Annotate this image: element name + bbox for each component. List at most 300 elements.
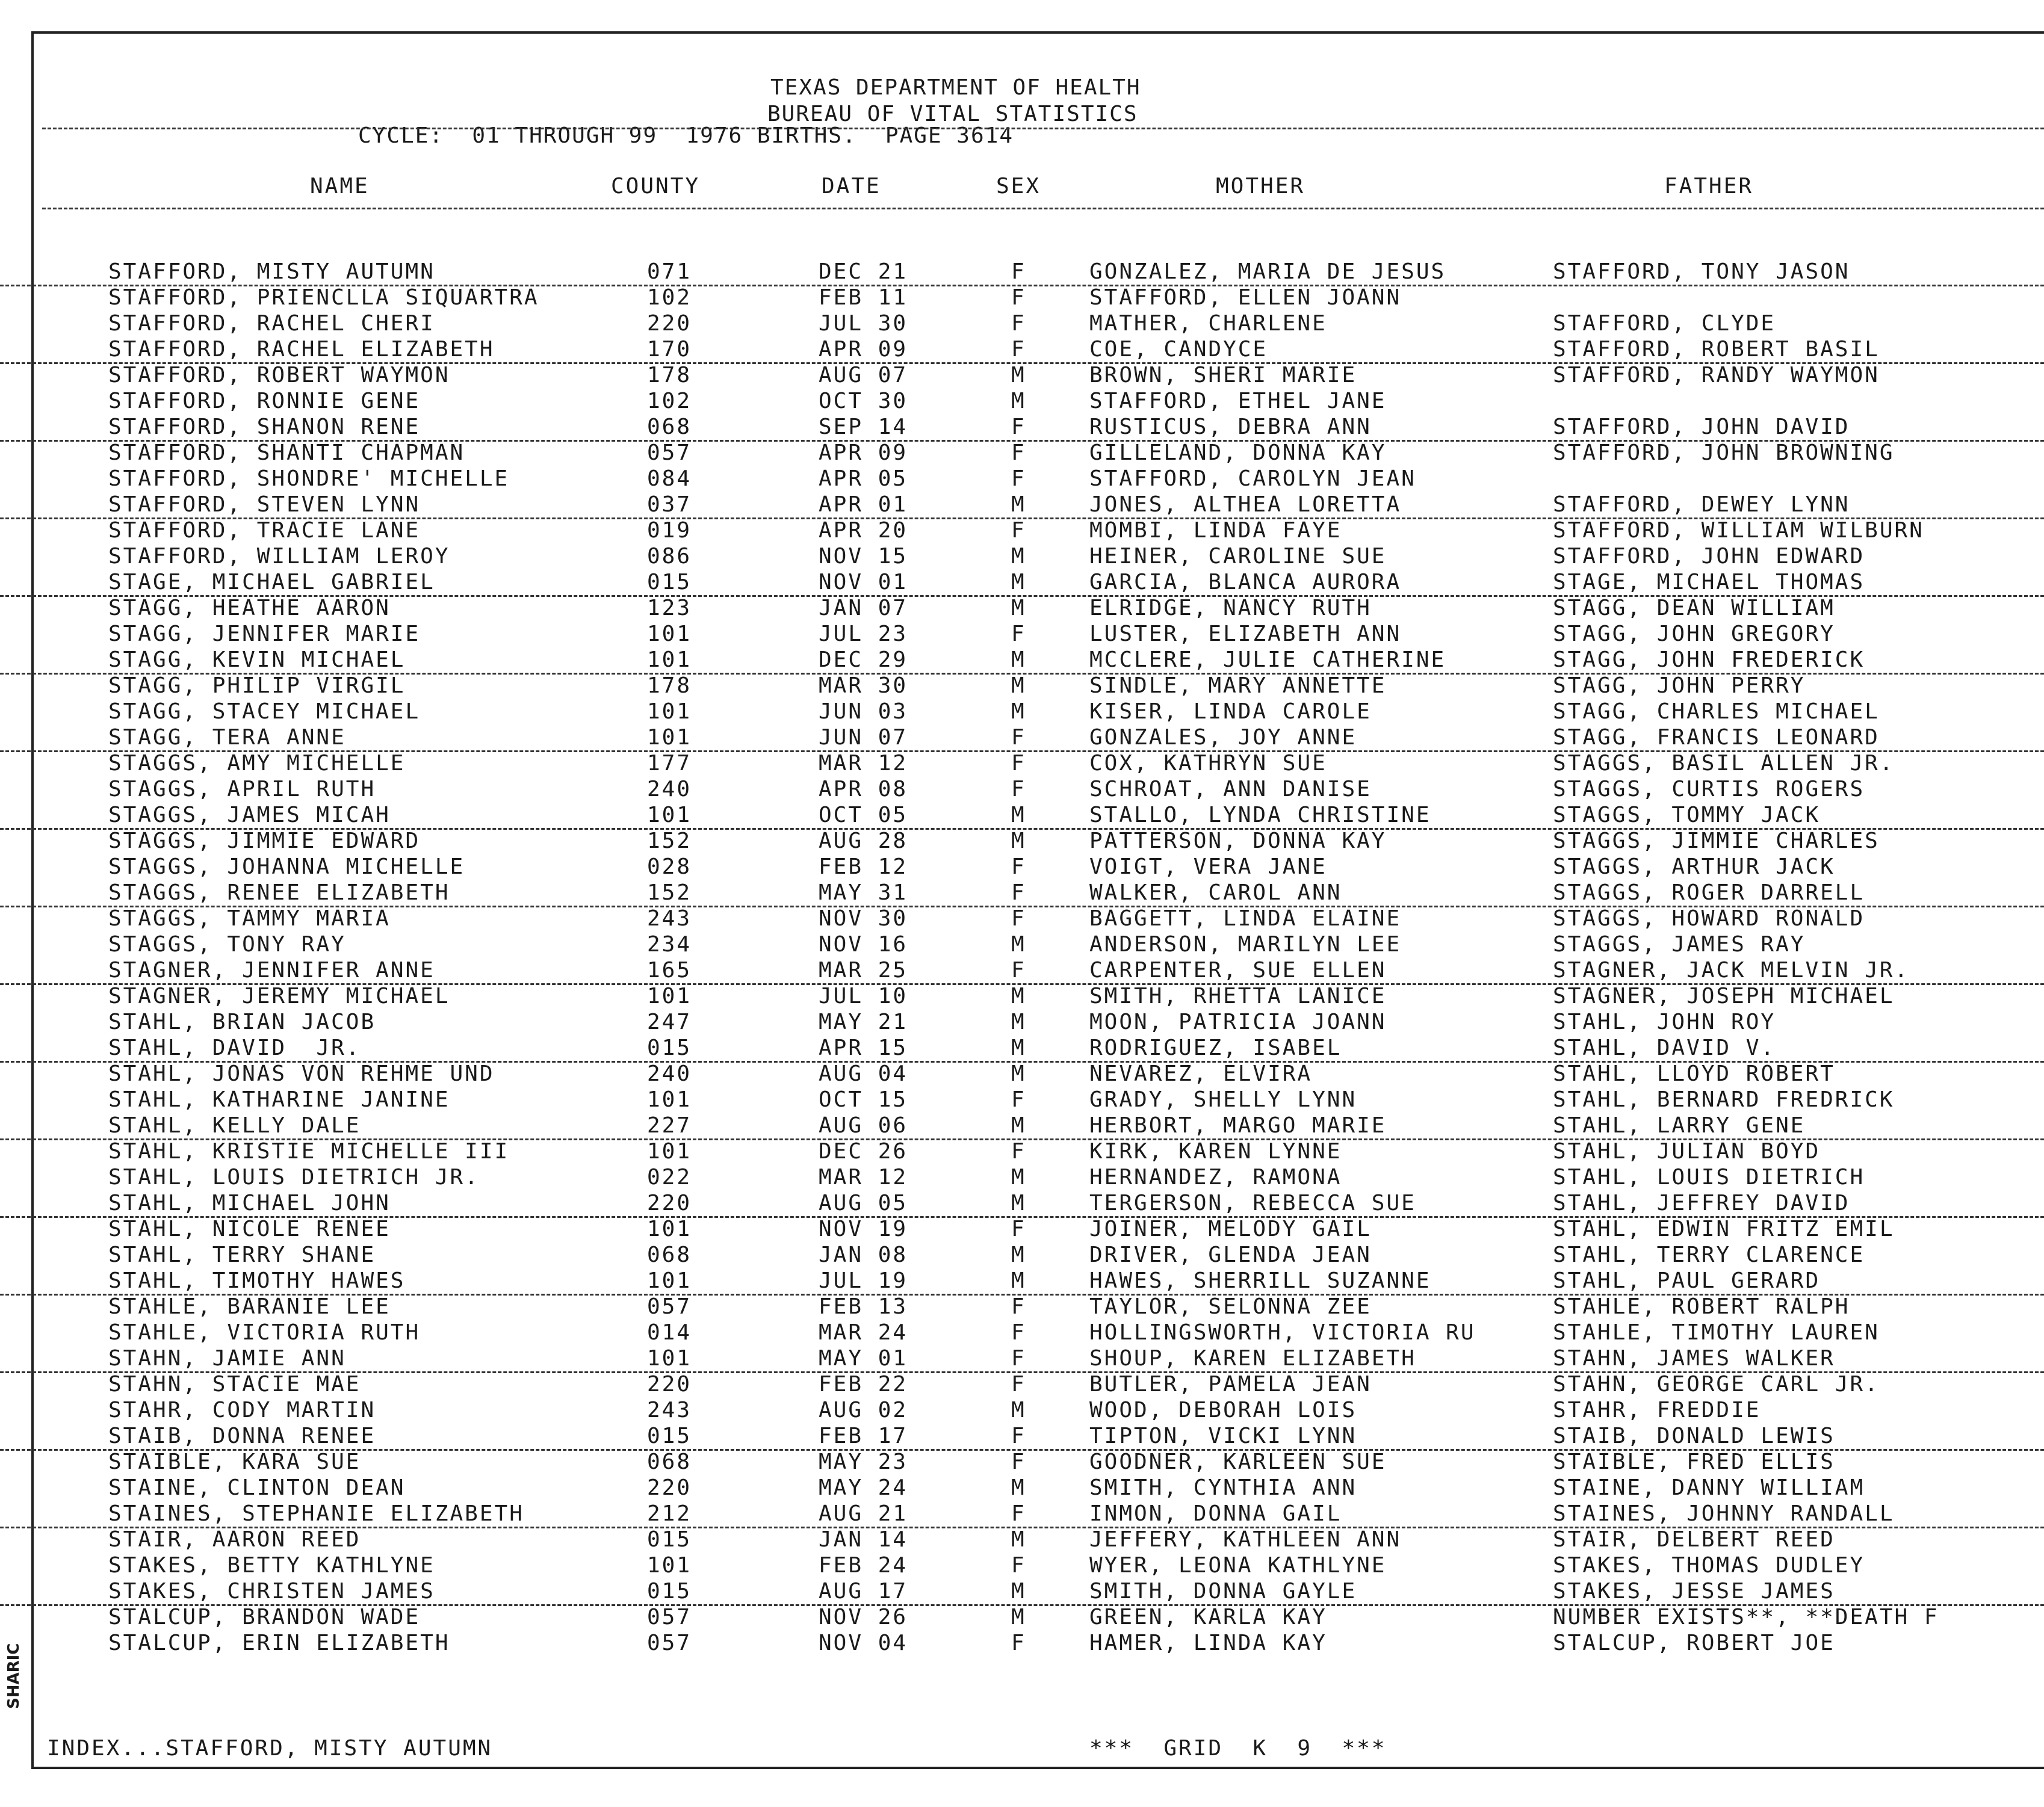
record-name: STAKES, CHRISTEN JAMES <box>108 1579 435 1604</box>
record-father: STAGGS, JAMES RAY <box>1553 932 1806 957</box>
table-row <box>0 1216 2044 1242</box>
record-mother: RUSTICUS, DEBRA ANN <box>1089 415 1372 439</box>
record-date: FEB 12 <box>819 854 908 879</box>
record-sex: M <box>1011 1527 1026 1552</box>
record-sex: F <box>1011 906 1026 931</box>
record-name: STAFFORD, PRIENCLLA SIQUARTRA <box>108 285 539 310</box>
record-sex: M <box>1011 1605 1026 1629</box>
record-mother: KISER, LINDA CAROLE <box>1089 699 1372 724</box>
record-name: STAHL, DAVID JR. <box>108 1036 361 1060</box>
record-sex: M <box>1011 1191 1026 1215</box>
record-date: MAY 24 <box>819 1475 908 1500</box>
record-sex: F <box>1011 958 1026 983</box>
table-row <box>0 828 2044 854</box>
table-row <box>0 1527 2044 1552</box>
record-father: STAGNER, JOSEPH MICHAEL <box>1553 984 1895 1009</box>
table-row <box>0 388 2044 414</box>
record-county: 178 <box>647 673 692 698</box>
side-label: SHARIC <box>5 1643 23 1709</box>
record-date: AUG 21 <box>819 1501 908 1526</box>
record-county: 101 <box>647 1087 692 1112</box>
record-sex: M <box>1011 1579 1026 1604</box>
record-name: STAGGS, JOHANNA MICHELLE <box>108 854 465 879</box>
record-father: STAHR, FREDDIE <box>1553 1398 1761 1422</box>
col-header-sex: SEX <box>996 174 1041 199</box>
record-sex: M <box>1011 932 1026 957</box>
table-row <box>0 621 2044 647</box>
record-date: APR 09 <box>819 440 908 465</box>
record-date: JAN 08 <box>819 1243 908 1267</box>
record-mother: BROWN, SHERI MARIE <box>1089 363 1357 388</box>
record-father: STAFFORD, WILLIAM WILBURN <box>1553 518 1924 543</box>
record-sex: M <box>1011 647 1026 672</box>
record-county: 022 <box>647 1165 692 1190</box>
table-row <box>0 1138 2044 1164</box>
table-row <box>0 1035 2044 1063</box>
record-name: STAGGS, APRIL RUTH <box>108 777 376 802</box>
record-name: STAFFORD, SHANTI CHAPMAN <box>108 440 465 465</box>
record-sex: M <box>1011 1243 1026 1267</box>
record-sex: M <box>1011 492 1026 517</box>
record-county: 057 <box>647 1605 692 1629</box>
cycle-line: CYCLE: 01 THROUGH 99 1976 BIRTHS. PAGE 3614 <box>358 123 1014 148</box>
record-county: 247 <box>647 1010 692 1034</box>
col-header-mother: MOTHER <box>1216 174 1305 199</box>
bureau-title: BUREAU OF VITAL STATISTICS <box>767 102 1138 126</box>
record-name: STAGG, KEVIN MICHAEL <box>108 647 406 672</box>
record-mother: ELRIDGE, NANCY RUTH <box>1089 596 1372 620</box>
table-row <box>0 647 2044 675</box>
record-mother: GILLELAND, DONNA KAY <box>1089 440 1387 465</box>
table-row <box>0 492 2044 519</box>
record-name: STAHLE, VICTORIA RUTH <box>108 1320 421 1345</box>
record-sex: F <box>1011 1553 1026 1578</box>
record-mother: STAFFORD, ELLEN JOANN <box>1089 285 1402 310</box>
record-date: NOV 19 <box>819 1217 908 1241</box>
record-sex: M <box>1011 1061 1026 1086</box>
record-father: STAKES, THOMAS DUDLEY <box>1553 1553 1865 1578</box>
record-county: 084 <box>647 466 692 491</box>
record-mother: RODRIGUEZ, ISABEL <box>1089 1036 1342 1060</box>
table-row <box>0 1552 2044 1578</box>
record-date: APR 05 <box>819 466 908 491</box>
record-date: AUG 06 <box>819 1113 908 1138</box>
record-father: STAFFORD, RANDY WAYMON <box>1553 363 1880 388</box>
record-name: STAFFORD, RACHEL CHERI <box>108 311 435 336</box>
record-mother: JEFFERY, KATHLEEN ANN <box>1089 1527 1402 1552</box>
record-date: APR 20 <box>819 518 908 543</box>
record-date: AUG 04 <box>819 1061 908 1086</box>
record-date: JUL 30 <box>819 311 908 336</box>
table-row <box>0 517 2044 543</box>
record-father: STAGGS, HOWARD RONALD <box>1553 906 1865 931</box>
record-date: NOV 15 <box>819 544 908 569</box>
table-row <box>0 931 2044 957</box>
record-father: STAHLE, ROBERT RALPH <box>1553 1294 1850 1319</box>
record-mother: COX, KATHRYN SUE <box>1089 751 1327 776</box>
record-mother: JONES, ALTHEA LORETTA <box>1089 492 1402 517</box>
record-date: APR 09 <box>819 337 908 362</box>
record-mother: HEINER, CAROLINE SUE <box>1089 544 1387 569</box>
record-name: STAKES, BETTY KATHLYNE <box>108 1553 435 1578</box>
record-name: STAGG, HEATHE AARON <box>108 596 391 620</box>
record-date: OCT 05 <box>819 803 908 827</box>
record-sex: M <box>1011 570 1026 595</box>
record-county: 102 <box>647 285 692 310</box>
record-name: STAGGS, TONY RAY <box>108 932 346 957</box>
record-sex: F <box>1011 1631 1026 1655</box>
record-father: STAHL, LOUIS DIETRICH <box>1553 1165 1865 1190</box>
record-county: 220 <box>647 1191 692 1215</box>
record-county: 240 <box>647 777 692 802</box>
record-sex: F <box>1011 518 1026 543</box>
record-name: STAFFORD, RONNIE GENE <box>108 389 421 413</box>
record-father: STAFFORD, ROBERT BASIL <box>1553 337 1880 362</box>
record-sex: F <box>1011 1320 1026 1345</box>
record-mother: HERBORT, MARGO MARIE <box>1089 1113 1387 1138</box>
record-sex: F <box>1011 1450 1026 1474</box>
record-name: STAHL, KELLY DALE <box>108 1113 361 1138</box>
record-name: STAGGS, RENEE ELIZABETH <box>108 880 450 905</box>
record-mother: GONZALEZ, MARIA DE JESUS <box>1089 259 1446 284</box>
table-row <box>0 1164 2044 1190</box>
record-sex: F <box>1011 725 1026 750</box>
record-mother: TERGERSON, REBECCA SUE <box>1089 1191 1416 1215</box>
table-row <box>0 1190 2044 1218</box>
record-sex: M <box>1011 389 1026 413</box>
record-county: 240 <box>647 1061 692 1086</box>
record-county: 243 <box>647 906 692 931</box>
record-date: MAR 25 <box>819 958 908 983</box>
record-father: STAIR, DELBERT REED <box>1553 1527 1835 1552</box>
record-name: STAFFORD, TRACIE LANE <box>108 518 421 543</box>
record-sex: M <box>1011 596 1026 620</box>
record-father: STAFFORD, DEWEY LYNN <box>1553 492 1850 517</box>
record-county: 220 <box>647 1372 692 1397</box>
record-sex: F <box>1011 466 1026 491</box>
record-mother: SMITH, DONNA GAYLE <box>1089 1579 1357 1604</box>
table-row <box>0 906 2044 931</box>
record-father: STAHL, JULIAN BOYD <box>1553 1139 1821 1164</box>
record-mother: PATTERSON, DONNA KAY <box>1089 829 1387 853</box>
col-header-name: NAME <box>310 174 370 199</box>
record-county: 177 <box>647 751 692 776</box>
record-father: STAHL, LLOYD ROBERT <box>1553 1061 1835 1086</box>
record-mother: DRIVER, GLENDA JEAN <box>1089 1243 1372 1267</box>
record-county: 165 <box>647 958 692 983</box>
table-row <box>0 880 2044 907</box>
table-row <box>0 983 2044 1009</box>
record-date: AUG 02 <box>819 1398 908 1422</box>
record-date: DEC 26 <box>819 1139 908 1164</box>
record-name: STAHLE, BARANIE LEE <box>108 1294 391 1319</box>
col-header-date: DATE <box>822 174 881 199</box>
record-sex: M <box>1011 363 1026 388</box>
record-sex: F <box>1011 1372 1026 1397</box>
record-date: NOV 04 <box>819 1631 908 1655</box>
record-county: 178 <box>647 363 692 388</box>
record-father: STAHL, BERNARD FREDRICK <box>1553 1087 1895 1112</box>
record-name: STAIBLE, KARA SUE <box>108 1450 361 1474</box>
record-father: STAHN, JAMES WALKER <box>1553 1346 1835 1371</box>
record-date: MAR 12 <box>819 751 908 776</box>
record-name: STAHL, TERRY SHANE <box>108 1243 376 1267</box>
record-date: JAN 07 <box>819 596 908 620</box>
record-sex: F <box>1011 337 1026 362</box>
record-date: MAY 23 <box>819 1450 908 1474</box>
record-sex: F <box>1011 440 1026 465</box>
record-mother: MOON, PATRICIA JOANN <box>1089 1010 1387 1034</box>
record-county: 037 <box>647 492 692 517</box>
record-father: STAHL, JOHN ROY <box>1553 1010 1776 1034</box>
record-name: STAHL, BRIAN JACOB <box>108 1010 376 1034</box>
record-sex: F <box>1011 1346 1026 1371</box>
record-mother: WALKER, CAROL ANN <box>1089 880 1342 905</box>
record-county: 019 <box>647 518 692 543</box>
record-date: FEB 13 <box>819 1294 908 1319</box>
record-father: STAHL, DAVID V. <box>1553 1036 1776 1060</box>
record-mother: KIRK, KAREN LYNNE <box>1089 1139 1342 1164</box>
record-father: STAGG, DEAN WILLIAM <box>1553 596 1835 620</box>
record-mother: JOINER, MELODY GAIL <box>1089 1217 1372 1241</box>
record-county: 015 <box>647 1527 692 1552</box>
record-father: STAGG, CHARLES MICHAEL <box>1553 699 1880 724</box>
record-mother: WYER, LEONA KATHLYNE <box>1089 1553 1387 1578</box>
record-county: 102 <box>647 389 692 413</box>
record-father: STAFFORD, TONY JASON <box>1553 259 1850 284</box>
record-sex: M <box>1011 673 1026 698</box>
record-county: 015 <box>647 1036 692 1060</box>
record-mother: TIPTON, VICKI LYNN <box>1089 1424 1357 1448</box>
record-name: STAHL, LOUIS DIETRICH JR. <box>108 1165 480 1190</box>
record-sex: M <box>1011 1398 1026 1422</box>
record-county: 234 <box>647 932 692 957</box>
record-date: JUN 03 <box>819 699 908 724</box>
table-row <box>0 1345 2044 1373</box>
table-row <box>0 673 2044 699</box>
record-date: NOV 26 <box>819 1605 908 1629</box>
record-date: FEB 17 <box>819 1424 908 1448</box>
record-county: 068 <box>647 1243 692 1267</box>
record-name: STAFFORD, SHANON RENE <box>108 415 421 439</box>
record-name: STAGG, JENNIFER MARIE <box>108 622 421 646</box>
table-row <box>0 699 2044 724</box>
record-mother: CARPENTER, SUE ELLEN <box>1089 958 1387 983</box>
record-mother: HERNANDEZ, RAMONA <box>1089 1165 1342 1190</box>
record-mother: MATHER, CHARLENE <box>1089 311 1327 336</box>
record-father: STAGGS, ROGER DARRELL <box>1553 880 1865 905</box>
record-name: STAFFORD, STEVEN LYNN <box>108 492 421 517</box>
record-date: JAN 14 <box>819 1527 908 1552</box>
table-row <box>0 310 2044 336</box>
record-sex: M <box>1011 984 1026 1009</box>
table-row <box>0 1475 2044 1501</box>
record-name: STAHL, NICOLE RENEE <box>108 1217 391 1241</box>
table-row <box>0 543 2044 569</box>
record-date: JUN 07 <box>819 725 908 750</box>
table-row <box>0 414 2044 442</box>
record-sex: F <box>1011 1139 1026 1164</box>
record-date: APR 15 <box>819 1036 908 1060</box>
table-row <box>0 1449 2044 1475</box>
record-county: 101 <box>647 1553 692 1578</box>
record-father: STAINES, JOHNNY RANDALL <box>1553 1501 1895 1526</box>
record-county: 068 <box>647 415 692 439</box>
record-county: 220 <box>647 1475 692 1500</box>
record-mother: STALLO, LYNDA CHRISTINE <box>1089 803 1431 827</box>
record-date: MAR 24 <box>819 1320 908 1345</box>
record-name: STAHL, KRISTIE MICHELLE III <box>108 1139 510 1164</box>
record-father: STAHL, EDWIN FRITZ EMIL <box>1553 1217 1895 1241</box>
record-county: 057 <box>647 1294 692 1319</box>
record-name: STAGG, TERA ANNE <box>108 725 346 750</box>
table-row <box>0 750 2044 776</box>
department-title: TEXAS DEPARTMENT OF HEALTH <box>770 75 1141 100</box>
record-sex: F <box>1011 1424 1026 1448</box>
record-name: STAFFORD, RACHEL ELIZABETH <box>108 337 495 362</box>
record-date: AUG 07 <box>819 363 908 388</box>
record-date: MAY 31 <box>819 880 908 905</box>
table-row <box>0 1061 2044 1087</box>
record-county: 015 <box>647 570 692 595</box>
record-county: 101 <box>647 622 692 646</box>
record-name: STAGE, MICHAEL GABRIEL <box>108 570 435 595</box>
record-name: STALCUP, ERIN ELIZABETH <box>108 1631 450 1655</box>
record-mother: BUTLER, PAMELA JEAN <box>1089 1372 1372 1397</box>
record-county: 170 <box>647 337 692 362</box>
record-sex: F <box>1011 1217 1026 1241</box>
record-mother: SCHROAT, ANN DANISE <box>1089 777 1372 802</box>
record-date: JUL 23 <box>819 622 908 646</box>
table-row <box>0 776 2044 802</box>
record-county: 068 <box>647 1450 692 1474</box>
record-date: JUL 10 <box>819 984 908 1009</box>
record-name: STAHR, CODY MARTIN <box>108 1398 376 1422</box>
record-mother: SMITH, RHETTA LANICE <box>1089 984 1387 1009</box>
record-county: 227 <box>647 1113 692 1138</box>
table-row <box>0 957 2044 985</box>
record-county: 057 <box>647 440 692 465</box>
record-county: 101 <box>647 1139 692 1164</box>
record-date: NOV 30 <box>819 906 908 931</box>
table-row <box>0 802 2044 830</box>
record-county: 101 <box>647 1346 692 1371</box>
record-sex: M <box>1011 1036 1026 1060</box>
record-father: STAGGS, ARTHUR JACK <box>1553 854 1835 879</box>
record-father: NUMBER EXISTS**, **DEATH F <box>1553 1605 1939 1629</box>
record-mother: MCCLERE, JULIE CATHERINE <box>1089 647 1446 672</box>
record-sex: F <box>1011 311 1026 336</box>
record-father: STAINE, DANNY WILLIAM <box>1553 1475 1865 1500</box>
record-father: STAGG, FRANCIS LEONARD <box>1553 725 1880 750</box>
record-father: STALCUP, ROBERT JOE <box>1553 1631 1835 1655</box>
record-father: STAGNER, JACK MELVIN JR. <box>1553 958 1910 983</box>
record-date: DEC 29 <box>819 647 908 672</box>
record-name: STAHL, KATHARINE JANINE <box>108 1087 450 1112</box>
record-mother: STAFFORD, CAROLYN JEAN <box>1089 466 1416 491</box>
table-row <box>0 1397 2044 1423</box>
record-father: STAHL, PAUL GERARD <box>1553 1268 1821 1293</box>
record-county: 101 <box>647 699 692 724</box>
record-name: STAHL, JONAS VON REHME UND <box>108 1061 495 1086</box>
record-father: STAHL, LARRY GENE <box>1553 1113 1806 1138</box>
table-row <box>0 724 2044 752</box>
table-row <box>0 1578 2044 1606</box>
record-sex: M <box>1011 1475 1026 1500</box>
record-sex: F <box>1011 1294 1026 1319</box>
record-date: AUG 17 <box>819 1579 908 1604</box>
record-name: STAFFORD, ROBERT WAYMON <box>108 363 450 388</box>
table-row <box>0 336 2044 364</box>
record-father: STAGGS, CURTIS ROGERS <box>1553 777 1865 802</box>
record-sex: F <box>1011 415 1026 439</box>
table-row <box>0 1268 2044 1296</box>
record-county: 101 <box>647 1217 692 1241</box>
record-county: 014 <box>647 1320 692 1345</box>
record-date: AUG 05 <box>819 1191 908 1215</box>
table-row <box>0 854 2044 880</box>
record-name: STAGNER, JENNIFER ANNE <box>108 958 435 983</box>
table-row <box>0 1242 2044 1268</box>
record-date: MAR 12 <box>819 1165 908 1190</box>
record-county: 028 <box>647 854 692 879</box>
record-sex: F <box>1011 622 1026 646</box>
record-county: 123 <box>647 596 692 620</box>
record-mother: HOLLINGSWORTH, VICTORIA RU <box>1089 1320 1476 1345</box>
record-county: 152 <box>647 829 692 853</box>
record-name: STAGGS, TAMMY MARIA <box>108 906 391 931</box>
record-date: DEC 21 <box>819 259 908 284</box>
grid-line: *** GRID K 9 *** <box>1089 1736 1387 1761</box>
table-row <box>0 1423 2044 1451</box>
record-name: STAHL, TIMOTHY HAWES <box>108 1268 406 1293</box>
record-mother: GARCIA, BLANCA AURORA <box>1089 570 1402 595</box>
record-name: STAHN, JAMIE ANN <box>108 1346 346 1371</box>
record-father: STAHLE, TIMOTHY LAUREN <box>1553 1320 1880 1345</box>
record-mother: GREEN, KARLA KAY <box>1089 1605 1327 1629</box>
record-father: STAGG, JOHN FREDERICK <box>1553 647 1865 672</box>
table-row <box>0 1320 2044 1345</box>
record-name: STAGG, STACEY MICHAEL <box>108 699 421 724</box>
record-mother: STAFFORD, ETHEL JANE <box>1089 389 1387 413</box>
record-name: STAGGS, AMY MICHELLE <box>108 751 406 776</box>
table-row <box>0 1087 2044 1113</box>
record-father: STAHN, GEORGE CARL JR. <box>1553 1372 1880 1397</box>
record-mother: HAWES, SHERRILL SUZANNE <box>1089 1268 1431 1293</box>
record-county: 152 <box>647 880 692 905</box>
col-header-father: FATHER <box>1664 174 1754 199</box>
record-date: MAR 30 <box>819 673 908 698</box>
record-mother: NEVAREZ, ELVIRA <box>1089 1061 1313 1086</box>
record-father: STAHL, JEFFREY DAVID <box>1553 1191 1850 1215</box>
record-name: STAINES, STEPHANIE ELIZABETH <box>108 1501 524 1526</box>
table-row <box>0 595 2044 621</box>
record-county: 057 <box>647 1631 692 1655</box>
record-sex: M <box>1011 1010 1026 1034</box>
record-sex: M <box>1011 803 1026 827</box>
record-name: STAFFORD, MISTY AUTUMN <box>108 259 435 284</box>
record-name: STAGG, PHILIP VIRGIL <box>108 673 406 698</box>
record-county: 015 <box>647 1424 692 1448</box>
record-sex: M <box>1011 1268 1026 1293</box>
record-county: 015 <box>647 1579 692 1604</box>
record-date: APR 01 <box>819 492 908 517</box>
table-row <box>0 569 2044 597</box>
record-mother: WOOD, DEBORAH LOIS <box>1089 1398 1357 1422</box>
record-mother: GONZALES, JOY ANNE <box>1089 725 1357 750</box>
record-sex: M <box>1011 544 1026 569</box>
record-name: STAIR, AARON REED <box>108 1527 361 1552</box>
